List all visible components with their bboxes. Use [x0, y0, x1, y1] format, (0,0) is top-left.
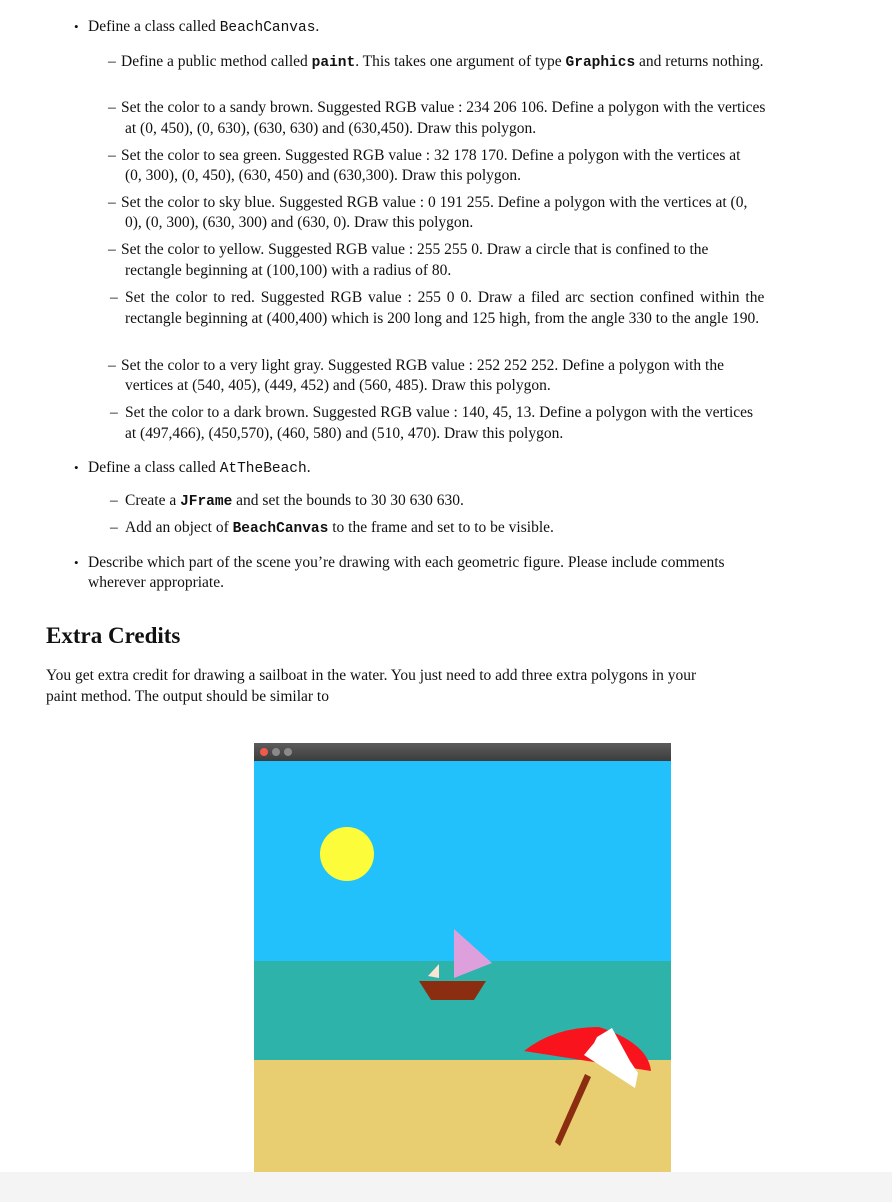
page-bottom-band [0, 1172, 892, 1202]
bullet-marker: • [74, 460, 79, 475]
list-item-line2: at (497,466), (450,570), (460, 580) and (510, 470). Draw this polygon. [125, 425, 564, 442]
dash-marker: – [110, 289, 118, 306]
add-object-line [125, 518, 554, 539]
text: . [315, 18, 320, 35]
dash-marker: – [108, 194, 116, 211]
code-beachcanvas: BeachCanvas [232, 521, 329, 537]
text: Define a class called [88, 18, 216, 35]
code-method-name: paint [311, 55, 356, 71]
class-atthebeach-line [88, 458, 311, 479]
jframe-line [125, 491, 464, 512]
text: Create a [125, 492, 177, 509]
dash-marker: – [110, 404, 118, 421]
list-item-line1: Set the color to a very light gray. Suggested RGB value : 252 252 252. Define a polygon with the [121, 357, 724, 374]
text: . This takes one argument of type [355, 53, 562, 70]
text: and returns nothing. [639, 53, 764, 70]
sky-polygon [254, 761, 671, 961]
extra-credits-line1: You get extra credit for drawing a sailboat in the water. You just need to add three extra polygons in your [46, 667, 697, 684]
dash-marker: – [108, 53, 116, 70]
dash-marker: – [108, 99, 116, 116]
text: Define a public method called [121, 53, 308, 70]
extra-credits-heading: Extra Credits [46, 623, 181, 648]
list-item-line2: 0), (0, 300), (630, 300) and (630, 0). Draw this polygon. [125, 214, 474, 231]
text: and set the bounds to 30 30 630 630. [236, 492, 464, 509]
paint-method-line [121, 52, 763, 73]
text: . [306, 459, 311, 476]
maximize-icon [284, 748, 292, 756]
text: to the frame and set to to be visible. [332, 519, 554, 536]
describe-line2: wherever appropriate. [88, 574, 224, 591]
code-class-name: AtTheBeach [219, 461, 307, 477]
dash-marker: – [108, 357, 116, 374]
bullet-marker: • [74, 19, 79, 34]
dash-marker: – [108, 241, 116, 258]
output-window-figure [254, 743, 671, 1178]
dash-marker: – [108, 147, 116, 164]
window-titlebar [254, 743, 671, 761]
list-item-line1: Set the color to sea green. Suggested RGB value : 32 178 170. Define a polygon with the vertices at [121, 147, 741, 164]
list-item-line1: Set the color to sky blue. Suggested RGB value : 0 191 255. Define a polygon with the vertices at (0, [121, 194, 748, 211]
list-item-line1: Set the color to a dark brown. Suggested RGB value : 140, 45, 13. Define a polygon with the vertices [125, 404, 754, 421]
dash-marker: – [110, 519, 118, 536]
sand-polygon [254, 1060, 671, 1178]
minimize-icon [272, 748, 280, 756]
code-jframe: JFrame [180, 494, 233, 510]
list-item-line1: Set the color to a sandy brown. Suggested RGB value : 234 206 106. Define a polygon with the vertices [121, 99, 766, 116]
text: Add an object of [125, 519, 229, 536]
text: Define a class called [88, 459, 216, 476]
list-item-line2: rectangle beginning at (100,100) with a radius of 80. [125, 262, 452, 279]
sun-circle [320, 827, 374, 881]
describe-line1: Describe which part of the scene you’re drawing with each geometric figure. Please include comments [88, 554, 725, 571]
list-item-line2: vertices at (540, 405), (449, 452) and (560, 485). Draw this polygon. [125, 377, 551, 394]
list-item-line2: at (0, 450), (0, 630), (630, 630) and (630,450). Draw this polygon. [125, 120, 537, 137]
extra-credits-line2: paint method. The output should be similar to [46, 688, 329, 705]
close-icon [260, 748, 268, 756]
dash-marker: – [110, 492, 118, 509]
list-item-line2: rectangle beginning at (400,400) which is 200 long and 125 high, from the angle 330 to the angle 190. [125, 310, 760, 327]
bullet-marker: • [74, 555, 79, 570]
list-item-line1: Set the color to red. Suggested RGB value : 255 0 0. Draw a filed arc section confined within the [125, 289, 765, 306]
code-class-name: BeachCanvas [219, 20, 316, 36]
beach-scene [254, 761, 671, 1178]
list-item-line2: (0, 300), (0, 450), (630, 450) and (630,300). Draw this polygon. [125, 167, 522, 184]
list-item-line1: Set the color to yellow. Suggested RGB value : 255 255 0. Draw a circle that is confined to the [121, 241, 709, 258]
code-type-name: Graphics [565, 55, 636, 71]
class-beachcanvas-line [88, 17, 319, 38]
